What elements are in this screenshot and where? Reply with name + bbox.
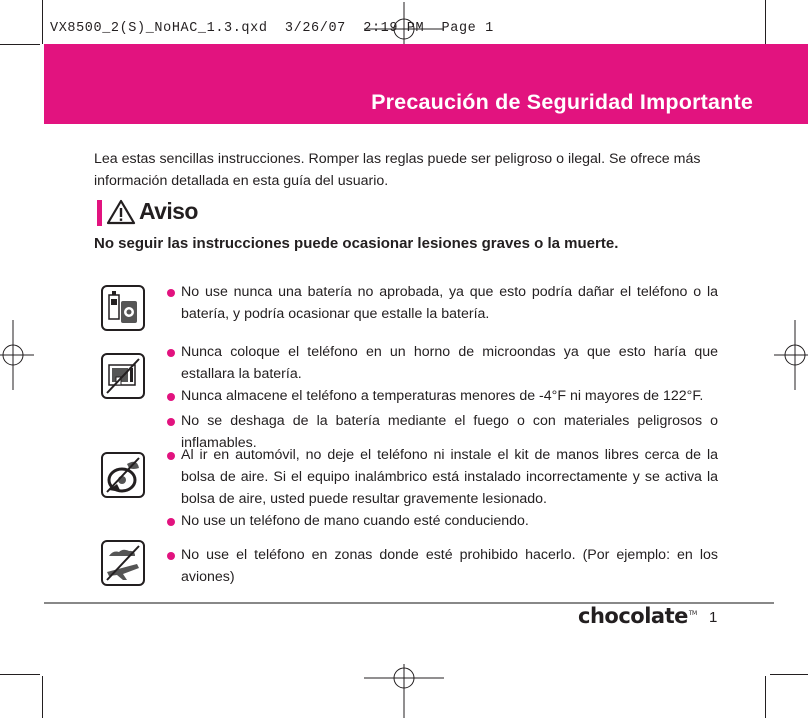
list-item: No use un teléfono de mano cuando esté conduciendo. — [167, 510, 718, 532]
microwave-icon — [101, 353, 145, 399]
page-title: Precaución de Seguridad Importante — [371, 90, 753, 114]
header-band — [44, 44, 808, 124]
brand-name: chocolate — [578, 604, 688, 628]
intro-paragraph: Lea estas sencillas instrucciones. Romper las reglas puede ser peligroso o ilegal. Se ofrece más información detallada en esta guía del usuario. — [94, 151, 701, 189]
car-airbag-icon — [101, 452, 145, 498]
warning-accent-bar — [97, 200, 102, 226]
list-item: No use el teléfono en zonas donde esté prohibido hacerlo. (Por ejemplo: en los aviones) — [167, 544, 718, 588]
list-item: Nunca almacene el teléfono a temperaturas menores de -4°F ni mayores de 122°F. — [167, 385, 718, 407]
list-item: No se deshaga de la batería mediante el fuego o con materiales peligrosos o inflamables. — [167, 410, 718, 454]
registration-mark-left — [0, 320, 34, 390]
warning-subheading: No seguir las instrucciones puede ocasionar lesiones graves o la muerte. — [94, 235, 619, 252]
brand-trademark: TM — [688, 610, 697, 617]
page-number: 1 — [709, 609, 718, 626]
registration-mark-right — [774, 320, 808, 390]
print-slug: VX8500_2(S)_NoHAC_1.3.qxd 3/26/07 2:19 PM Page 1 — [50, 21, 494, 36]
list-item: Nunca coloque el teléfono en un horno de microondas ya que esto haría que estallara la batería. — [167, 341, 718, 385]
brand-logo — [578, 604, 697, 628]
warning-label: Aviso — [139, 198, 198, 224]
list-item: Al ir en automóvil, no deje el teléfono ni instale el kit de manos libres cerca de la bolsa de aire. Si el equipo inalámbrico está instalado incorrectamente y se activa la bolsa de aire, usted puede resultar gravemente lesionado. — [167, 444, 718, 510]
airplane-icon — [101, 540, 145, 586]
registration-mark-bottom — [364, 664, 444, 718]
warning-triangle-icon — [106, 199, 136, 225]
list-item: No use nunca una batería no aprobada, ya que esto podría dañar el teléfono o la batería, y podría ocasionar que estalle la batería. — [167, 281, 718, 325]
battery-icon — [101, 285, 145, 331]
